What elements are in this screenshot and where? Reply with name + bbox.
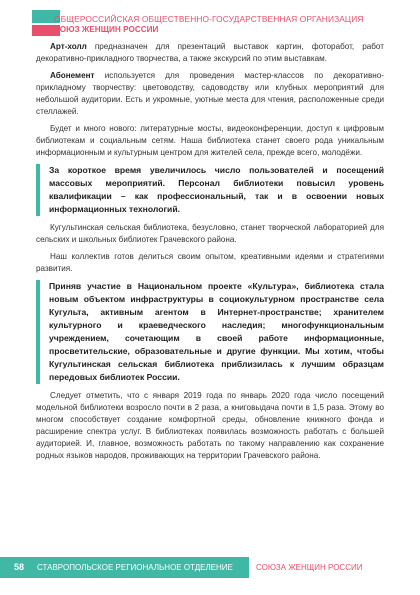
header-organization-line: ОБЩЕРОССИЙСКАЯ ОБЩЕСТВЕННО-ГОСУДАРСТВЕННАЯ ОРГАНИЗАЦИЯ [54, 14, 364, 24]
callout-staff-growth: За короткое время увеличилось число пользователей и посещений массовых мероприятий. Персонал библиотеки повысил уровень квалификации – как профессиональный, так и в освоении новых информационных технологий. [36, 164, 384, 216]
header-union-title: СОЮЗ ЖЕНЩИН РОССИИ [54, 25, 159, 34]
paragraph-statistics: Следует отметить, что с января 2019 года по январь 2020 года число посещений модельной библиотеки возросло почти в 2 раза, а книговыдача почти в 1,5 раза. Этому во многом способствует создание комфортной среды, обновление книжного фонда и расширение спектра услуг. В библиотеках появилась возможность работать с большей аудиторией. И, главное, возможность работать по такому направлению как сохранение родных языков народов, проживающих на территории Грачевского района. [36, 391, 384, 460]
paragraph-team-sharing: Наш коллектив готов делиться своим опытом, креативными идеями и стратегиями развития. [36, 252, 384, 273]
article-body [36, 41, 384, 467]
page-header [32, 10, 420, 36]
paragraph-creative-lab: Кугультинская сельская библиотека, безусловно, станет творческой лабораторией для сельских и школьных библиотек Грачевского района. [36, 223, 384, 244]
footer-union-name: СОЮЗА ЖЕНЩИН РОССИИ [256, 563, 363, 572]
paragraph-lead-term: Арт-холл [50, 42, 87, 51]
page-number: 58 [14, 562, 25, 572]
page-footer [0, 557, 420, 578]
paragraph-art-hall [36, 41, 384, 65]
paragraph-subscription [36, 70, 384, 118]
footer-regional-branch: СТАВРОПОЛЬСКОЕ РЕГИОНАЛЬНОЕ ОТДЕЛЕНИЕ [37, 563, 233, 572]
paragraph-lead-term: Абонемент [50, 71, 95, 80]
paragraph-new-features: Будет и много нового: литературные мосты, видеоконференции, доступ к цифровым библиотекам и социальным сетям. Наша библиотека станет своего рода уникальным информационным и культурным центром для жителей села, прежде всего, молодёжи. [36, 124, 384, 157]
paragraph-text: используется для проведения мастер-классов по декоративно-прикладному творчеству: цветоводству, садоводству или клубных мероприятий для небольшой аудитории. Есть и укромные, уютные места для чтения, расположенные среди стеллажей. [36, 71, 384, 116]
callout-national-project: Приняв участие в Национальном проекте «Культура», библиотека стала новым объектом инфраструктуры в социокультурном пространстве села Кугульта, активным агентом в Интернет-пространстве; хранителем культурного и краеведческого наследия; многофункциональным учреждением, сочетающим в своей работе информационные, просветительские, образовательные и другие функции. Мы хотим, чтобы Кугультинская сельская библиотека приблизилась к лучшим образцам передовых библиотек России. [36, 280, 384, 384]
paragraph-text: предназначен для презентаций выставок картин, фоторабот, работ декоративно-прикладного творчества, а также экскурсий по этим выставкам. [36, 42, 384, 63]
